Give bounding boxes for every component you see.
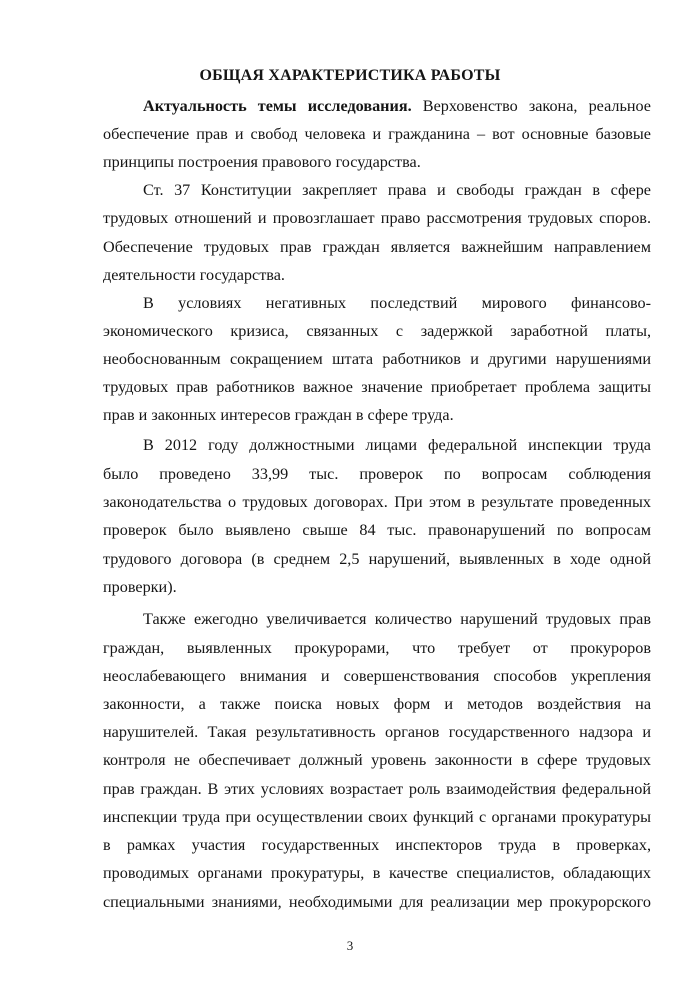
paragraph-5-line-7: прав граждан. В этих условиях возрастает роль взаимодействия федеральной [103, 780, 651, 798]
paragraph-4-line-5: трудового договора (в среднем 2,5 нарушений, выявленных в ходе одной [103, 550, 651, 568]
paragraph-3-line-3: необоснованным сокращением штата работников и другими нарушениями [103, 350, 651, 368]
paragraph-4-line-4: проверок было выявлено свыше 84 тыс. правонарушений по вопросам [103, 521, 651, 539]
paragraph-5-line-3: неослабевающего внимания и совершенствования способов укрепления [103, 667, 651, 685]
paragraph-1-line-1 [143, 96, 651, 116]
paragraph-1-line-2: обеспечение прав и свобод человека и гражданина – вот основные базовые [103, 125, 651, 143]
paragraph-1-line-1-text: Верховенство закона, реальное [411, 97, 651, 115]
paragraph-5-line-4: законности, а также поиска новых форм и методов воздействия на [103, 695, 651, 713]
paragraph-3-line-2: экономического кризиса, связанных с задержкой заработной платы, [103, 322, 651, 340]
paragraph-5-line-10: проводимых органами прокуратуры, в качестве специалистов, обладающих [103, 864, 651, 882]
paragraph-2-line-4: деятельности государства. [103, 266, 285, 284]
paragraph-5-line-5: нарушителей. Такая результативность органов государственного надзора и [103, 723, 651, 741]
paragraph-5-line-11: специальными знаниями, необходимыми для реализации мер прокурорского [103, 893, 651, 911]
paragraph-1-line-3: принципы построения правового государства. [103, 153, 421, 171]
paragraph-3-line-4: трудовых прав работников важное значение приобретает проблема защиты [103, 378, 651, 396]
section-heading: ОБЩАЯ ХАРАКТЕРИСТИКА РАБОТЫ [199, 67, 501, 84]
paragraph-4-line-6: проверки). [103, 578, 177, 596]
paragraph-2-line-1: Ст. 37 Конституции закрепляет права и свободы граждан в сфере [143, 181, 651, 199]
paragraph-5-line-9: в рамках участия государственных инспекторов труда в проверках, [103, 836, 651, 854]
lead-phrase: Актуальность темы исследования. [143, 97, 412, 115]
paragraph-2-line-3: Обеспечение трудовых прав граждан является важнейшим направлением [103, 238, 651, 256]
paragraph-3-line-1: В условиях негативных последствий мирового финансово- [143, 294, 651, 312]
paragraph-4-line-2: было проведено 33,99 тыс. проверок по вопросам соблюдения [103, 465, 651, 483]
paragraph-5-line-1: Также ежегодно увеличивается количество нарушений трудовых прав [143, 610, 651, 628]
paragraph-2-line-2: трудовых отношений и провозглашает право рассмотрения трудовых споров. [103, 209, 651, 227]
paragraph-3-line-5: прав и законных интересов граждан в сфере труда. [103, 406, 454, 424]
paragraph-4-line-1: В 2012 году должностными лицами федеральной инспекции труда [143, 436, 651, 454]
page-number: 3 [346, 938, 354, 953]
paragraph-5-line-6: контроля не обеспечивает должный уровень законности в сфере трудовых [103, 751, 651, 769]
paragraph-5-line-2: граждан, выявленных прокурорами, что требует от прокуроров [103, 639, 651, 657]
paragraph-4-line-3: законодательства о трудовых договорах. При этом в результате проведенных [103, 493, 651, 511]
paragraph-5-line-8: инспекции труда при осуществлении своих функций с органами прокуратуры [103, 808, 651, 826]
